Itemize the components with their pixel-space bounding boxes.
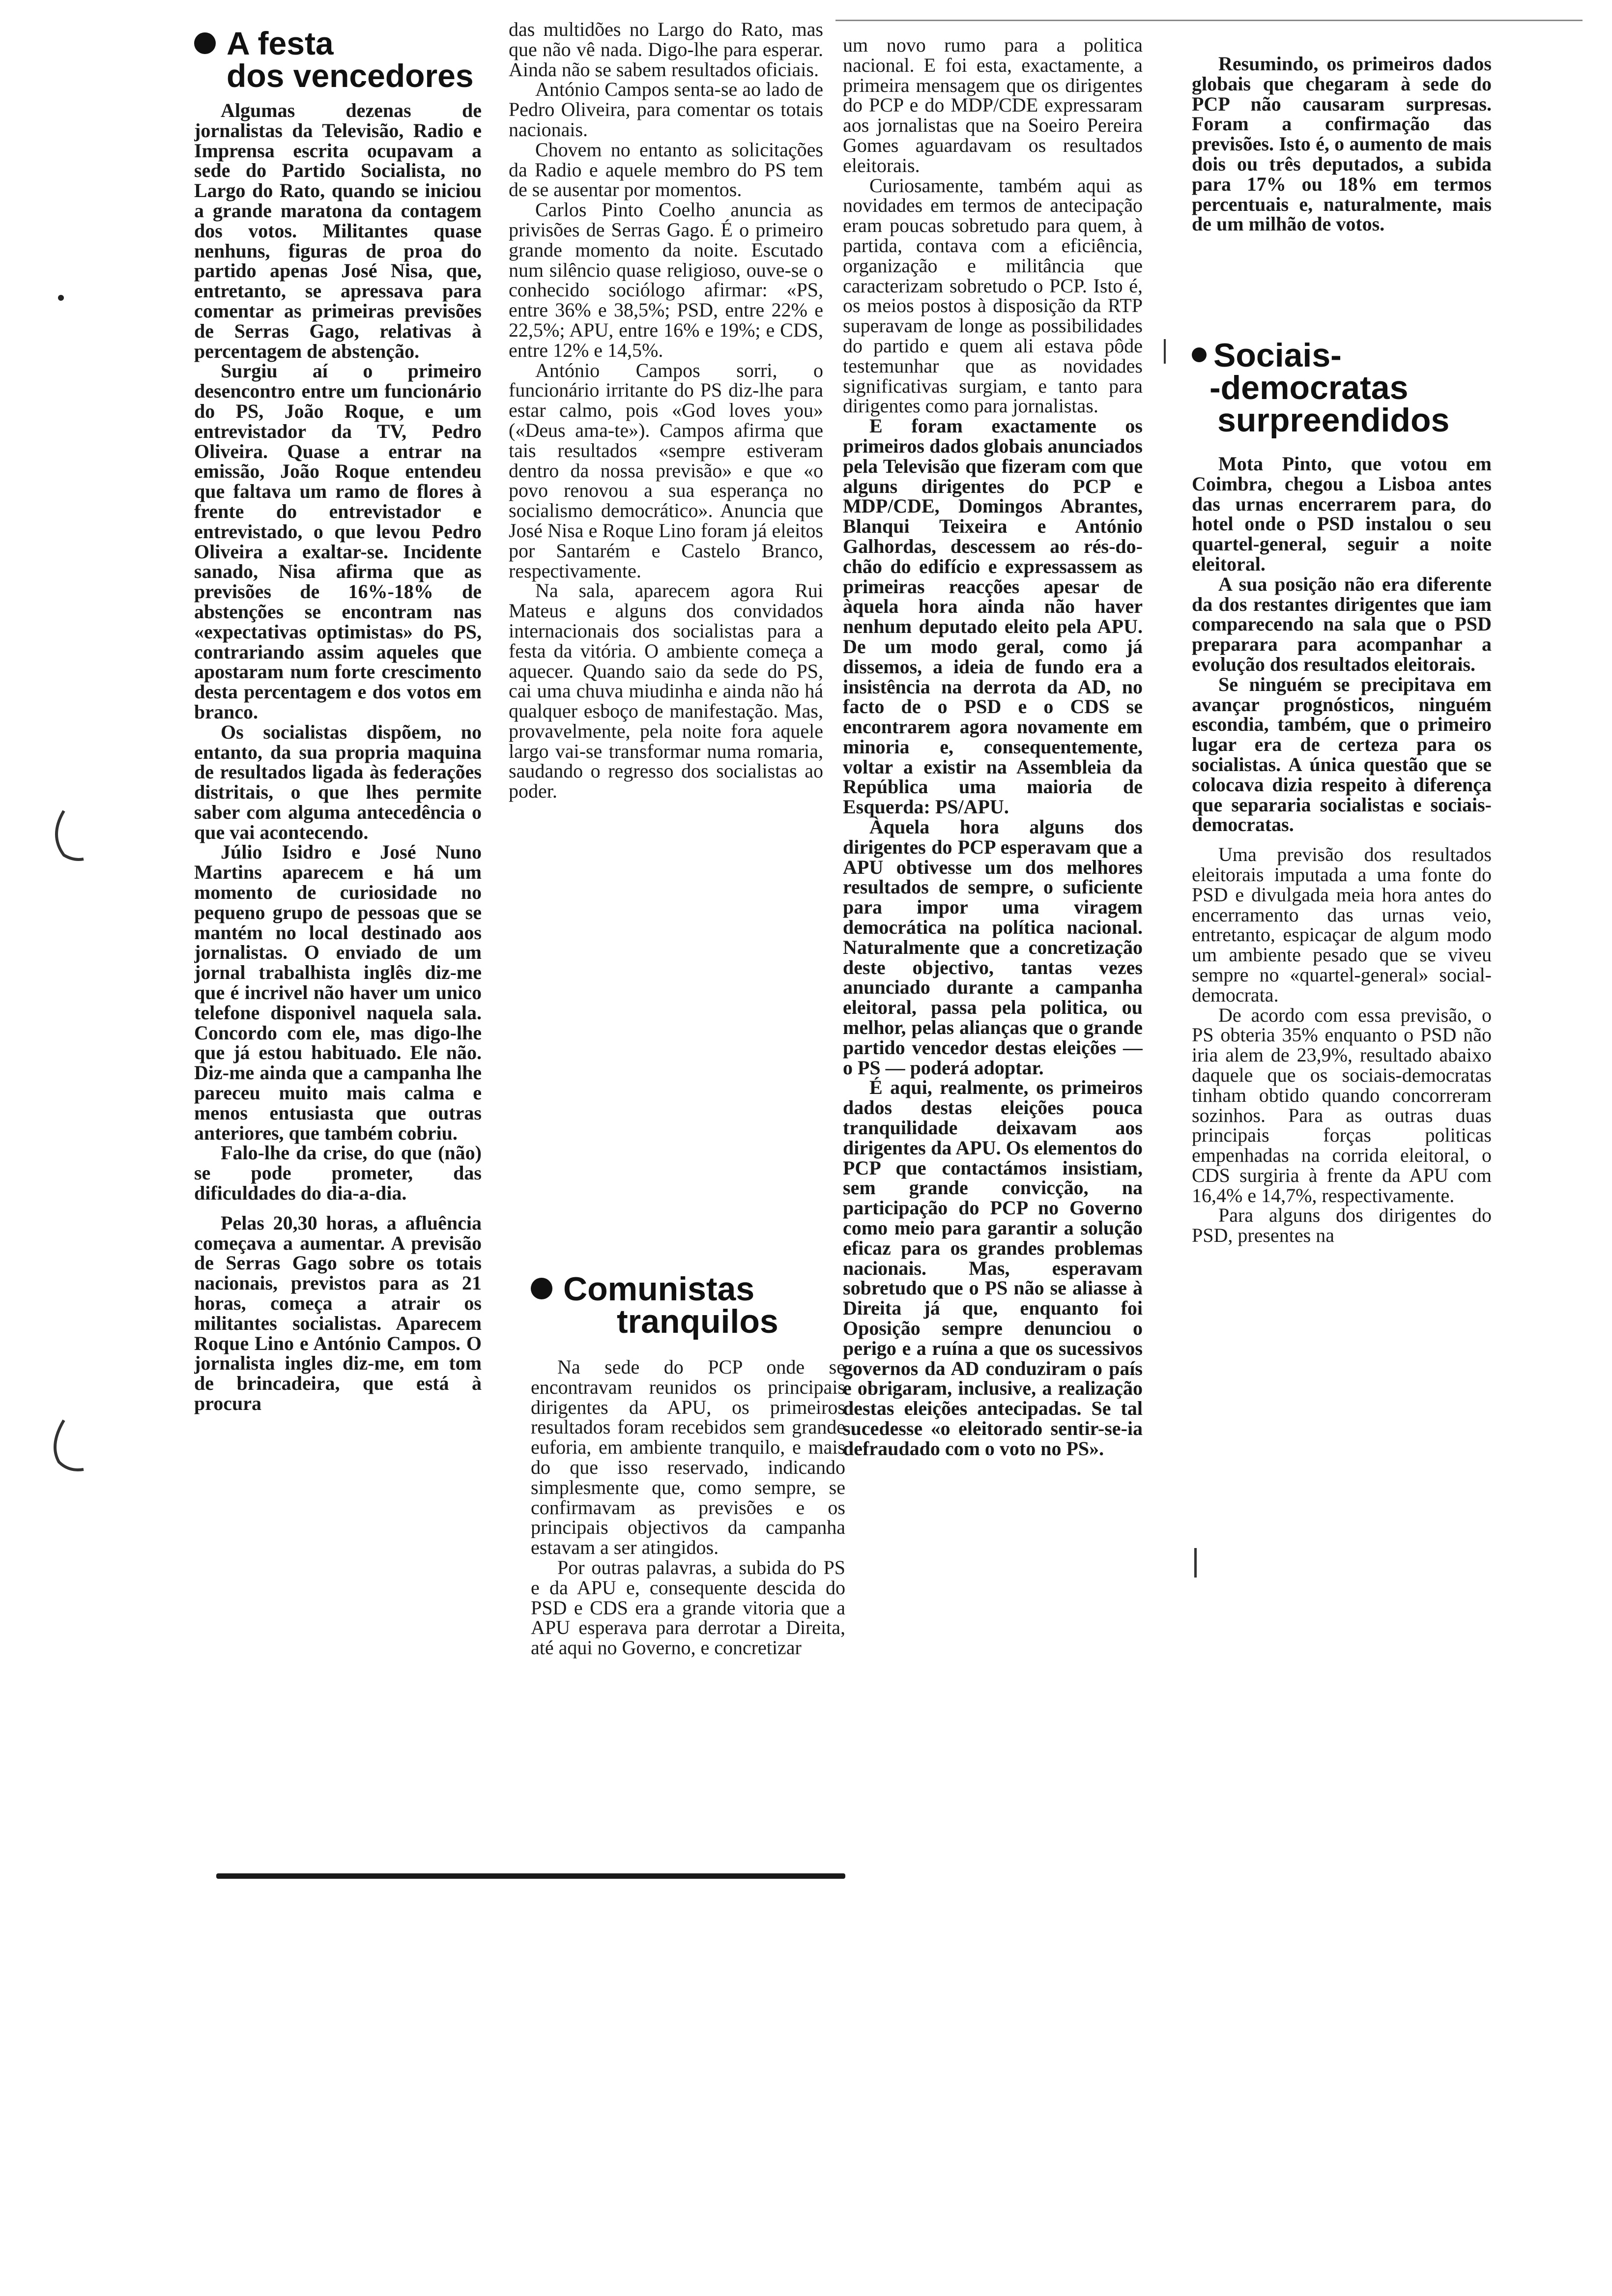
paragraph: Os socialistas dispõem, no entanto, da sua propria maquina de resultados ligada às federações distritais, o que lhes permite saber com alguma antecedência o que vai acontecendo. (194, 720, 482, 843)
heading-sociais-democratas (1192, 339, 1492, 439)
paragraph: Falo-lhe da crise, do que (não) se pode prometer, das dificuldades do dia-a-dia. (194, 1142, 482, 1205)
heading-line: Sociais- (1192, 339, 1492, 372)
paragraph: Algumas dezenas de jornalistas da Televisão, Radio e Imprensa escrita ocupavam a sede do Partido Socialista, no Largo do Rato, quando se iniciou a grande maratona da contagem dos votos. Militantes quase nenhuns, figuras de proa do partido apenas José Nisa, que, entretanto, se apressava para comentar as primeiras previsões de Serras Gago, relativas à percentagem de abstenção. (194, 99, 482, 362)
column-1 (194, 27, 482, 1855)
column-2-top (509, 20, 823, 1263)
heading-line: -democratas (1209, 369, 1409, 406)
heading-line: tranquilos (617, 1303, 778, 1340)
top-border-line (835, 20, 1583, 21)
paragraph: Uma previsão dos resultados eleitorais imputada a uma fonte do PSD e divulgada meia hora antes do encerramento das urnas veio, entretanto, espicaçar de algum modo um ambiente pesado que se viveu sempre no «quartel-general» social-democrata. (1192, 843, 1492, 1006)
scan-mark-curve (39, 1415, 88, 1479)
paragraph: Na sede do PCP onde se encontravam reunidos os principais dirigentes da APU, os primeiros resultados foram recebidos sem grande euforia, em ambiente tranquilo, e mais do que isso reservado, indicando simplesmente que, como sempre, se confirmavam as previsões e os principais objectivos da campanha estavam a ser atingidos. (531, 1356, 845, 1559)
paragraph: Carlos Pinto Coelho anuncia as privisões de Serras Gago. É o primeiro grande momento da noite. Escutado num silêncio quase religioso, ouve-se o conhecido sociólogo afirmar: «PS, entre 36% e 38,5%; PSD, entre 22% e 22,5%; APU, entre 16% e 19%; e CDS, entre 12% e 14,5%. (509, 199, 823, 361)
paragraph: Na sala, aparecem agora Rui Mateus e alguns dos convidados internacionais dos socialistas para a festa da vitória. O ambiente começa a aquecer. Quando saio da sede do PS, cai uma chuva miudinha e ainda não há qualquer esboço de manifestação. Mas, provavelmente, pela noite fora aquele largo vai-se transformar numa romaria, saudando o regresso dos socialistas ao poder. (509, 579, 823, 803)
heading-line: surpreendidos (1217, 402, 1450, 439)
paragraph: das multidões no Largo do Rato, mas que não vê nada. Digo-lhe para esperar. Ainda não se sabem resultados oficiais. (509, 20, 823, 81)
paragraph: António Campos senta-se ao lado de Pedro Oliveira, para comentar os totais nacionais. (509, 78, 823, 141)
scan-mark-curve (44, 806, 88, 865)
heading-comunistas (531, 1273, 845, 1338)
bullet-icon (1192, 347, 1207, 362)
column-divider-rule (216, 1873, 845, 1879)
paragraph: Surgiu aí o primeiro desencontro entre um funcionário do PS, João Roque, e um entrevistador da TV, Pedro Oliveira. Quase a entrar na emissão, João Roque entendeu que faltava um ramo de flores à frente do entrevistador e entrevistado, o que levou Pedro Oliveira a exaltar-se. Incidente sanado, Nisa afirma que as previsões de 16%-18% de abstenções se encontram nas «expectativas optimistas» do PS, contrariando assim aqueles que apostaram num forte crescimento desta percentagem e dos votos em branco. (194, 360, 482, 723)
paragraph: É aqui, realmente, os primeiros dados destas eleições pouca tranquilidade deixavam aos dirigentes da APU. Os elementos do PCP que contactámos insistiam, sem grande convicção, na participação do PCP no Governo como meio para garantir a solução eficaz para os grandes problemas nacionais. Mas, esperavam sobretudo que o PS não se aliasse à Direita já que, enquanto foi Oposição sempre denunciou o perigo e a ruína a que os sucessivos governos da AD conduziram o país e obrigaram, inclusive, a realização destas eleições antecipadas. Se tal sucedesse «o eleitorado sentir-se-ia defraudado com o voto no PS». (843, 1076, 1143, 1460)
paragraph: Para alguns dos dirigentes do PSD, presentes na (1192, 1204, 1492, 1247)
paragraph: Mota Pinto, que votou em Coimbra, chegou a Lisboa antes das urnas encerrarem para, do hotel onde o PSD instalou o seu quartel-general, seguir a noite eleitoral. (1192, 453, 1492, 575)
column-2-bottom (531, 1273, 845, 1863)
paragraph: António Campos sorri, o funcionário irritante do PS diz-lhe para estar calmo, pois «God loves you» («Deus ama-te»). Campos afirma que tais resultados «sempre estiveram dentro da nossa previsão» e que «o povo renovou a sua esperança no socialismo democrático». Anuncia que José Nisa e Roque Lino foram já eleitos por Santarém e Castelo Branco, respectivamente. (509, 359, 823, 582)
paragraph: um novo rumo para a politica nacional. E foi esta, exactamente, a primeira mensagem que os dirigentes do PCP e do MDP/CDE expressaram aos jornalistas que na Soeiro Pereira Gomes aguardavam os resultados eleitorais. (843, 35, 1143, 176)
column-4-top (1192, 54, 1492, 329)
paragraph: A sua posição não era diferente da dos restantes dirigentes que iam comparecendo na sala que o PSD preparara para acompanhar a evolução dos resultados eleitorais. (1192, 573, 1492, 675)
paragraph: Chovem no entanto as solicitações da Radio e aquele membro do PS tem de se ausentar por momentos. (509, 138, 823, 201)
paragraph: Por outras palavras, a subida do PS e da APU e, consequente descida do PSD e CDS era a grande vitoria que a APU esperava para derrotar a Direita, até aqui no Governo, e concretizar (531, 1556, 845, 1659)
bullet-icon (194, 32, 216, 54)
column-3 (843, 35, 1143, 2168)
paragraph: Se ninguém se precipitava em avançar prognósticos, ninguém escondia, também, que o primeiro lugar era de certeza para os socialistas. A única questão que se colocava dizia respeito à diferença que separaria socialistas e sociais-democratas. (1192, 673, 1492, 836)
paragraph: E foram exactamente os primeiros dados globais anunciados pela Televisão que fizeram com que alguns dirigentes do PCP e MDP/CDE, Domingos Abrantes, Blanqui Teixeira e António Galhordas, descessem ao rés-do-chão do edifício e expressassem as primeiras reacções apesar de àquela hora ainda não haver nenhum deputado eleito pela APU. De um modo geral, como já dissemos, a ideia de fundo era a insistência na derrota da AD, no facto de o PSD e o CDS se encontrarem agora novamente em minoria e, consequentemente, voltar a existir na Assembleia da República uma maioria de Esquerda: PS/APU. (843, 415, 1143, 818)
heading-line: Comunistas (531, 1273, 845, 1305)
heading-line: A festa (194, 27, 482, 59)
column-4-bottom (1192, 339, 1492, 1676)
paragraph: Pelas 20,30 horas, a afluência começava a aumentar. A previsão de Serras Gago sobre os totais nacionais, previstos para as 21 horas, começa a atrair os militantes socialistas. Aparecem Roque Lino e António Campos. O jornalista ingles diz-me, em tom de brincadeira, que está à procura (194, 1211, 482, 1414)
paragraph: Júlio Isidro e José Nuno Martins aparecem e há um momento de curiosidade no pequeno grupo de pessoas que se mantém no local destinado aos jornalistas. O enviado de um jornal trabalhista inglês diz-me que é incrivel não haver um unico telefone disponivel naquela sala. Concordo com ele, mas digo-lhe que já estou habituado. Ele não. Diz-me ainda que a campanha lhe pareceu muito mais calma e menos entusiasta que outras anteriores, que também cobriu. (194, 841, 482, 1144)
scan-mark-dot (58, 295, 64, 301)
paragraph: Àquela hora alguns dos dirigentes do PCP esperavam que a APU obtivesse um dos melhores resultados de sempre, o suficiente para impor uma viragem democrática na política nacional. Naturalmente que a concretização deste objectivo, tantas vezes anunciado durante a campanha eleitoral, passa pela politica, ou melhor, pelas alianças que o grande partido vencedor destas eleições — o PS — poderá adoptar. (843, 816, 1143, 1079)
heading-line: dos vencedores (227, 57, 474, 94)
heading-a-festa (194, 27, 482, 92)
bullet-icon (531, 1278, 552, 1299)
paragraph: Curiosamente, também aqui as novidades em termos de antecipação eram poucas sobretudo para quem, à partida, contava com a eficiência, organização e militância que caracterizam sobretudo o PCP. Isto é, os meios postos à disposição da RTP superavam de longe as possibilidades do partido e quem ali estava pôde testemunhar que as novidades significativas surgiam, e tanto para dirigentes como para jornalistas. (843, 174, 1143, 417)
paragraph: Resumindo, os primeiros dados globais que chegaram à sede do PCP não causaram surpresas. Foram a confirmação das previsões. Isto é, o aumento de mais dois ou três deputados, a subida para 17% ou 18% em termos percentuais e, naturalmente, mais de um milhão de votos. (1192, 54, 1492, 235)
scan-mark-tick (1164, 339, 1166, 364)
paragraph: De acordo com essa previsão, o PS obteria 35% enquanto o PSD não iria alem de 23,9%, resultado abaixo daquele que os sociais-democratas tinham obtido quando concorreram sozinhos. Para as outras duas principais forças politicas empenhadas na corrida eleitoral, o CDS surgiria à frente da APU com 16,4% e 14,7%, respectivamente. (1192, 1004, 1492, 1206)
scan-mark-tick (1194, 1548, 1197, 1578)
